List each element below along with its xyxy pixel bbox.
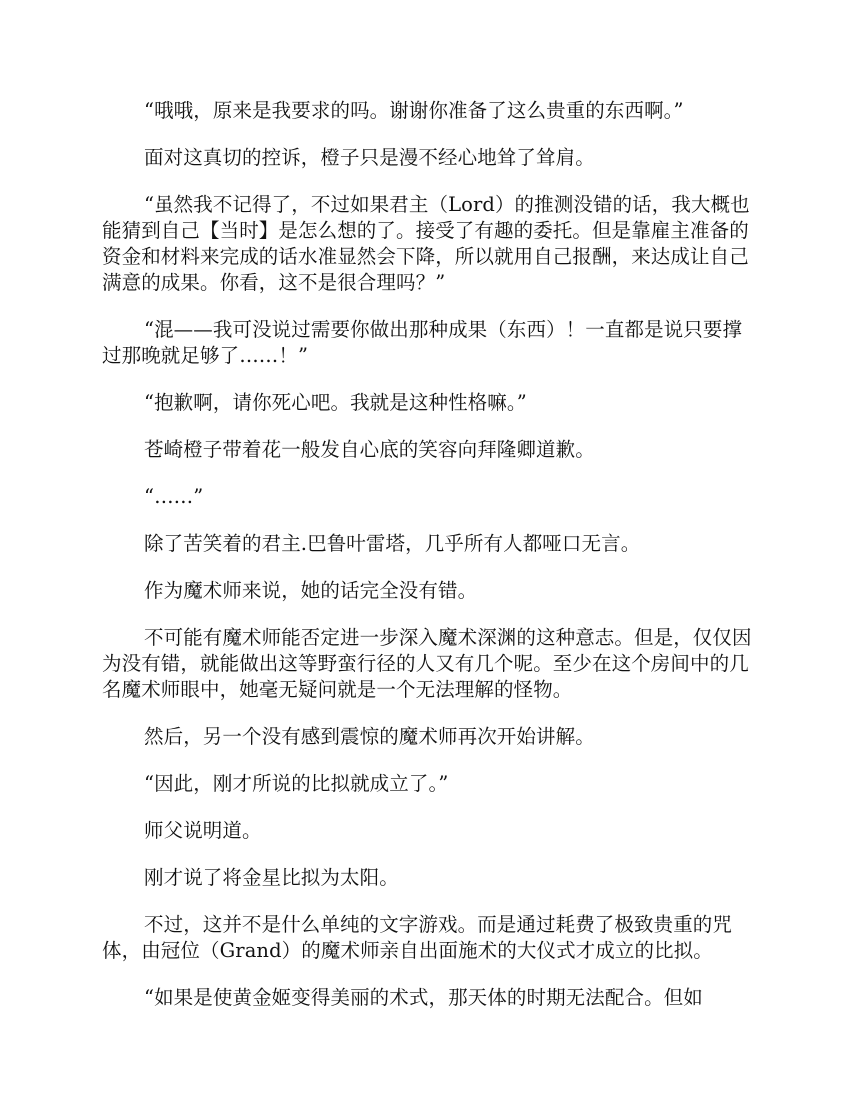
paragraph: 刚才说了将金星比拟为太阳。	[144, 866, 399, 889]
paragraph: 除了苦笑着的君主.巴鲁叶雷塔，几乎所有人都哑口无言。	[144, 532, 641, 555]
paragraph: 面对这真切的控诉，橙子只是漫不经心地耸了耸肩。	[144, 146, 595, 169]
paragraph: 不可能有魔术师能否定进一步深入魔术深渊的这种意志。但是，仅仅因为没有错，就能做出这等野蛮行径的人又有几个呢。至少在这个房间中的几名魔术师眼中，她毫无疑问就是一个无法理解的怪物。	[102, 626, 752, 701]
paragraph: 不过，这并不是什么单纯的文字游戏。而是通过耗费了极致贵重的咒体，由冠位（Grand）的魔术师亲自出面施术的大仪式才成立的比拟。	[102, 913, 733, 962]
paragraph: 作为魔术师来说，她的话完全没有错。	[144, 579, 478, 602]
paragraph: “虽然我不记得了，不过如果君主（Lord）的推测没错的话，我大概也能猜到自己【当时】是怎么想的了。接受了有趣的委托。但是靠雇主准备的资金和材料来完成的话水准显然会下降，所以就用自己报酬，来达成让自己满意的成果。你看，这不是很合理吗？”	[102, 193, 750, 294]
paragraph: 苍崎橙子带着花一般发自心底的笑容向拜隆卿道歉。	[144, 438, 595, 461]
paragraph: “混——我可没说过需要你做出那种成果（东西）！一直都是说只要撑过那晚就足够了……！”	[102, 318, 743, 367]
paragraph: “抱歉啊，请你死心吧。我就是这种性格嘛。”	[144, 391, 527, 414]
paragraph: “因此，刚才所说的比拟就成立了。”	[144, 772, 449, 795]
paragraph: 然后，另一个没有感到震惊的魔术师再次开始讲解。	[144, 725, 595, 748]
paragraph: “……”	[144, 485, 204, 508]
paragraph: 师父说明道。	[144, 819, 262, 842]
paragraph: “哦哦，原来是我要求的吗。谢谢你准备了这么贵重的东西啊。”	[144, 99, 684, 122]
paragraph: “如果是使黄金姬变得美丽的术式，那天体的时期无法配合。但如	[144, 986, 703, 1009]
document-page	[102, 98, 752, 1032]
